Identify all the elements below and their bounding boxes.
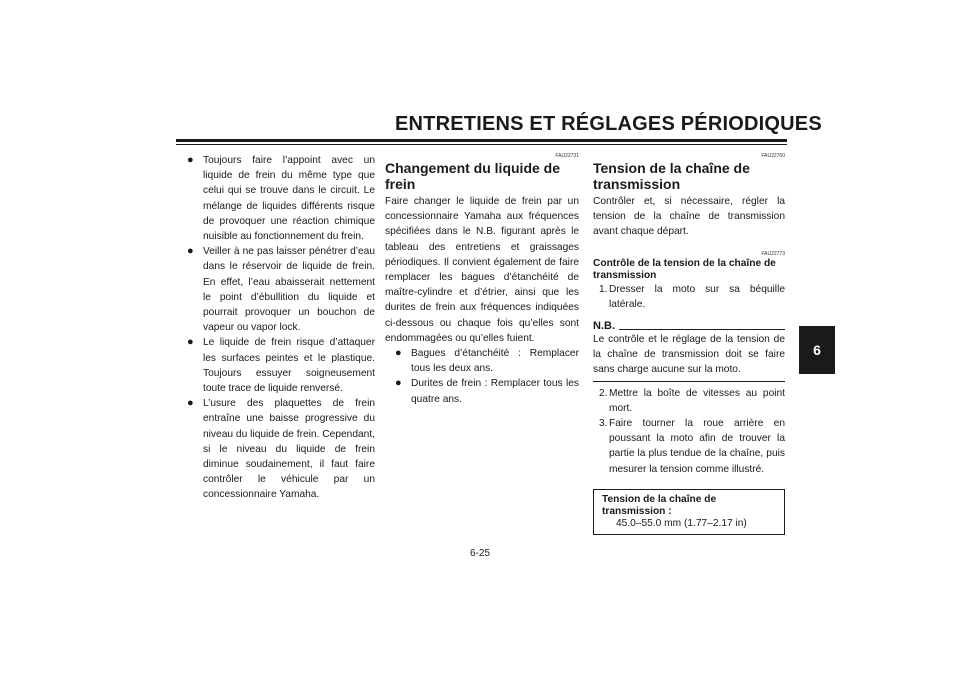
bullet-item: ● L’usure des plaquettes de frein entraîne une baisse progressive du niveau du liquide de frein. Cependant, si le niveau du liquide de frein diminue soudainement, il faut faire contrôler le véhicule par un concessionnaire Yamaha. (187, 397, 375, 501)
bullet-item: ● Veiller à ne pas laisser pénétrer d’eau dans le réservoir de liquide de frein. En effet, l’eau abaisserait nettement le point d’ébullition du liquide et pourrait provoquer un bouchon de vapeur ou vapor lock. (187, 245, 375, 334)
bullet-icon: ● (395, 347, 402, 360)
header-rule-thin (176, 144, 787, 145)
bullet-item: ● Durites de frein : Remplacer tous les quatre ans. (395, 377, 579, 405)
page-title: ENTRETIENS ET RÉGLAGES PÉRIODIQUES (395, 113, 822, 135)
step-item: 1. Dresser la moto sur sa béquille latérale. (599, 283, 785, 310)
reference-code: FAU22731 (555, 153, 579, 159)
reference-code: FAU22760 (761, 153, 785, 159)
sub-bullet-list (395, 346, 579, 407)
note-header (593, 320, 785, 332)
note-text: Le contrôle et le réglage de la tension de la chaîne de transmission doit se faire sans charge aucune sur la moto. (593, 334, 785, 376)
bullet-item: ● Le liquide de frein risque d’attaquer les surfaces peintes et le plastique. Toujours essuyer soigneusement toute trace de liquide renversé. (187, 336, 375, 395)
reference-code: FAU22773 (761, 250, 785, 257)
spec-box (593, 489, 785, 535)
middle-column (385, 152, 579, 407)
left-column (187, 153, 375, 503)
spec-value: 45.0–55.0 mm (1.77–2.17 in) (616, 517, 747, 529)
bullet-icon: ● (187, 336, 194, 349)
bullet-icon: ● (395, 377, 402, 390)
note-rule (619, 329, 785, 330)
chapter-tab: 6 (799, 326, 835, 374)
header-rule-thick (176, 139, 787, 142)
bullet-item: ● Bagues d’étanchéité : Remplacer tous les deux ans. (395, 347, 579, 375)
subsection-heading: Contrôle de la tension de la chaîne de transmission (593, 257, 776, 281)
section-paragraph: Faire changer le liquide de frein par un concessionnaire Yamaha aux fréquences spécifiées dans le N.B. figurant après le tableau des entretiens et graissages périodiques. Il convient également de faire remplacer les bagues d’étanchéité de maître-cylindre et d’étrier, ainsi que les durites de frein aux fréquences indiquées ci-dessous ou chaque fois qu’elles sont endommagées ou qu’elles fuient. (385, 196, 579, 344)
section-heading: Tension de la chaîne de transmission (593, 160, 750, 192)
page-number: 6-25 (469, 548, 490, 559)
section-heading: Changement du liquide de frein (385, 160, 561, 192)
section-paragraph: Contrôler et, si nécessaire, régler la tension de la chaîne de transmission avant chaque départ. (593, 196, 785, 238)
note-label: N.B. (593, 320, 615, 333)
right-column (593, 152, 785, 535)
bullet-icon: ● (187, 154, 194, 166)
step-item: 2. Mettre la boîte de vitesses au point mort. (599, 387, 785, 414)
bullet-icon: ● (187, 245, 194, 258)
bullet-item: ● Toujours faire l’appoint avec un liquide de frein du même type que celui qui se trouve dans le circuit. Le mélange de liquides différents risque de provoquer une réaction chimique nuisible au fonctionnement du frein. (187, 154, 375, 243)
step-item: 3. Faire tourner la roue arrière en poussant la moto afin de trouver la partie la plus tendue de la chaîne, puis mesurer la tension comme illustré. (599, 418, 785, 475)
spec-title: Tension de la chaîne de transmission : (602, 493, 717, 517)
bullet-icon: ● (187, 397, 194, 410)
note-end-rule (593, 381, 785, 382)
